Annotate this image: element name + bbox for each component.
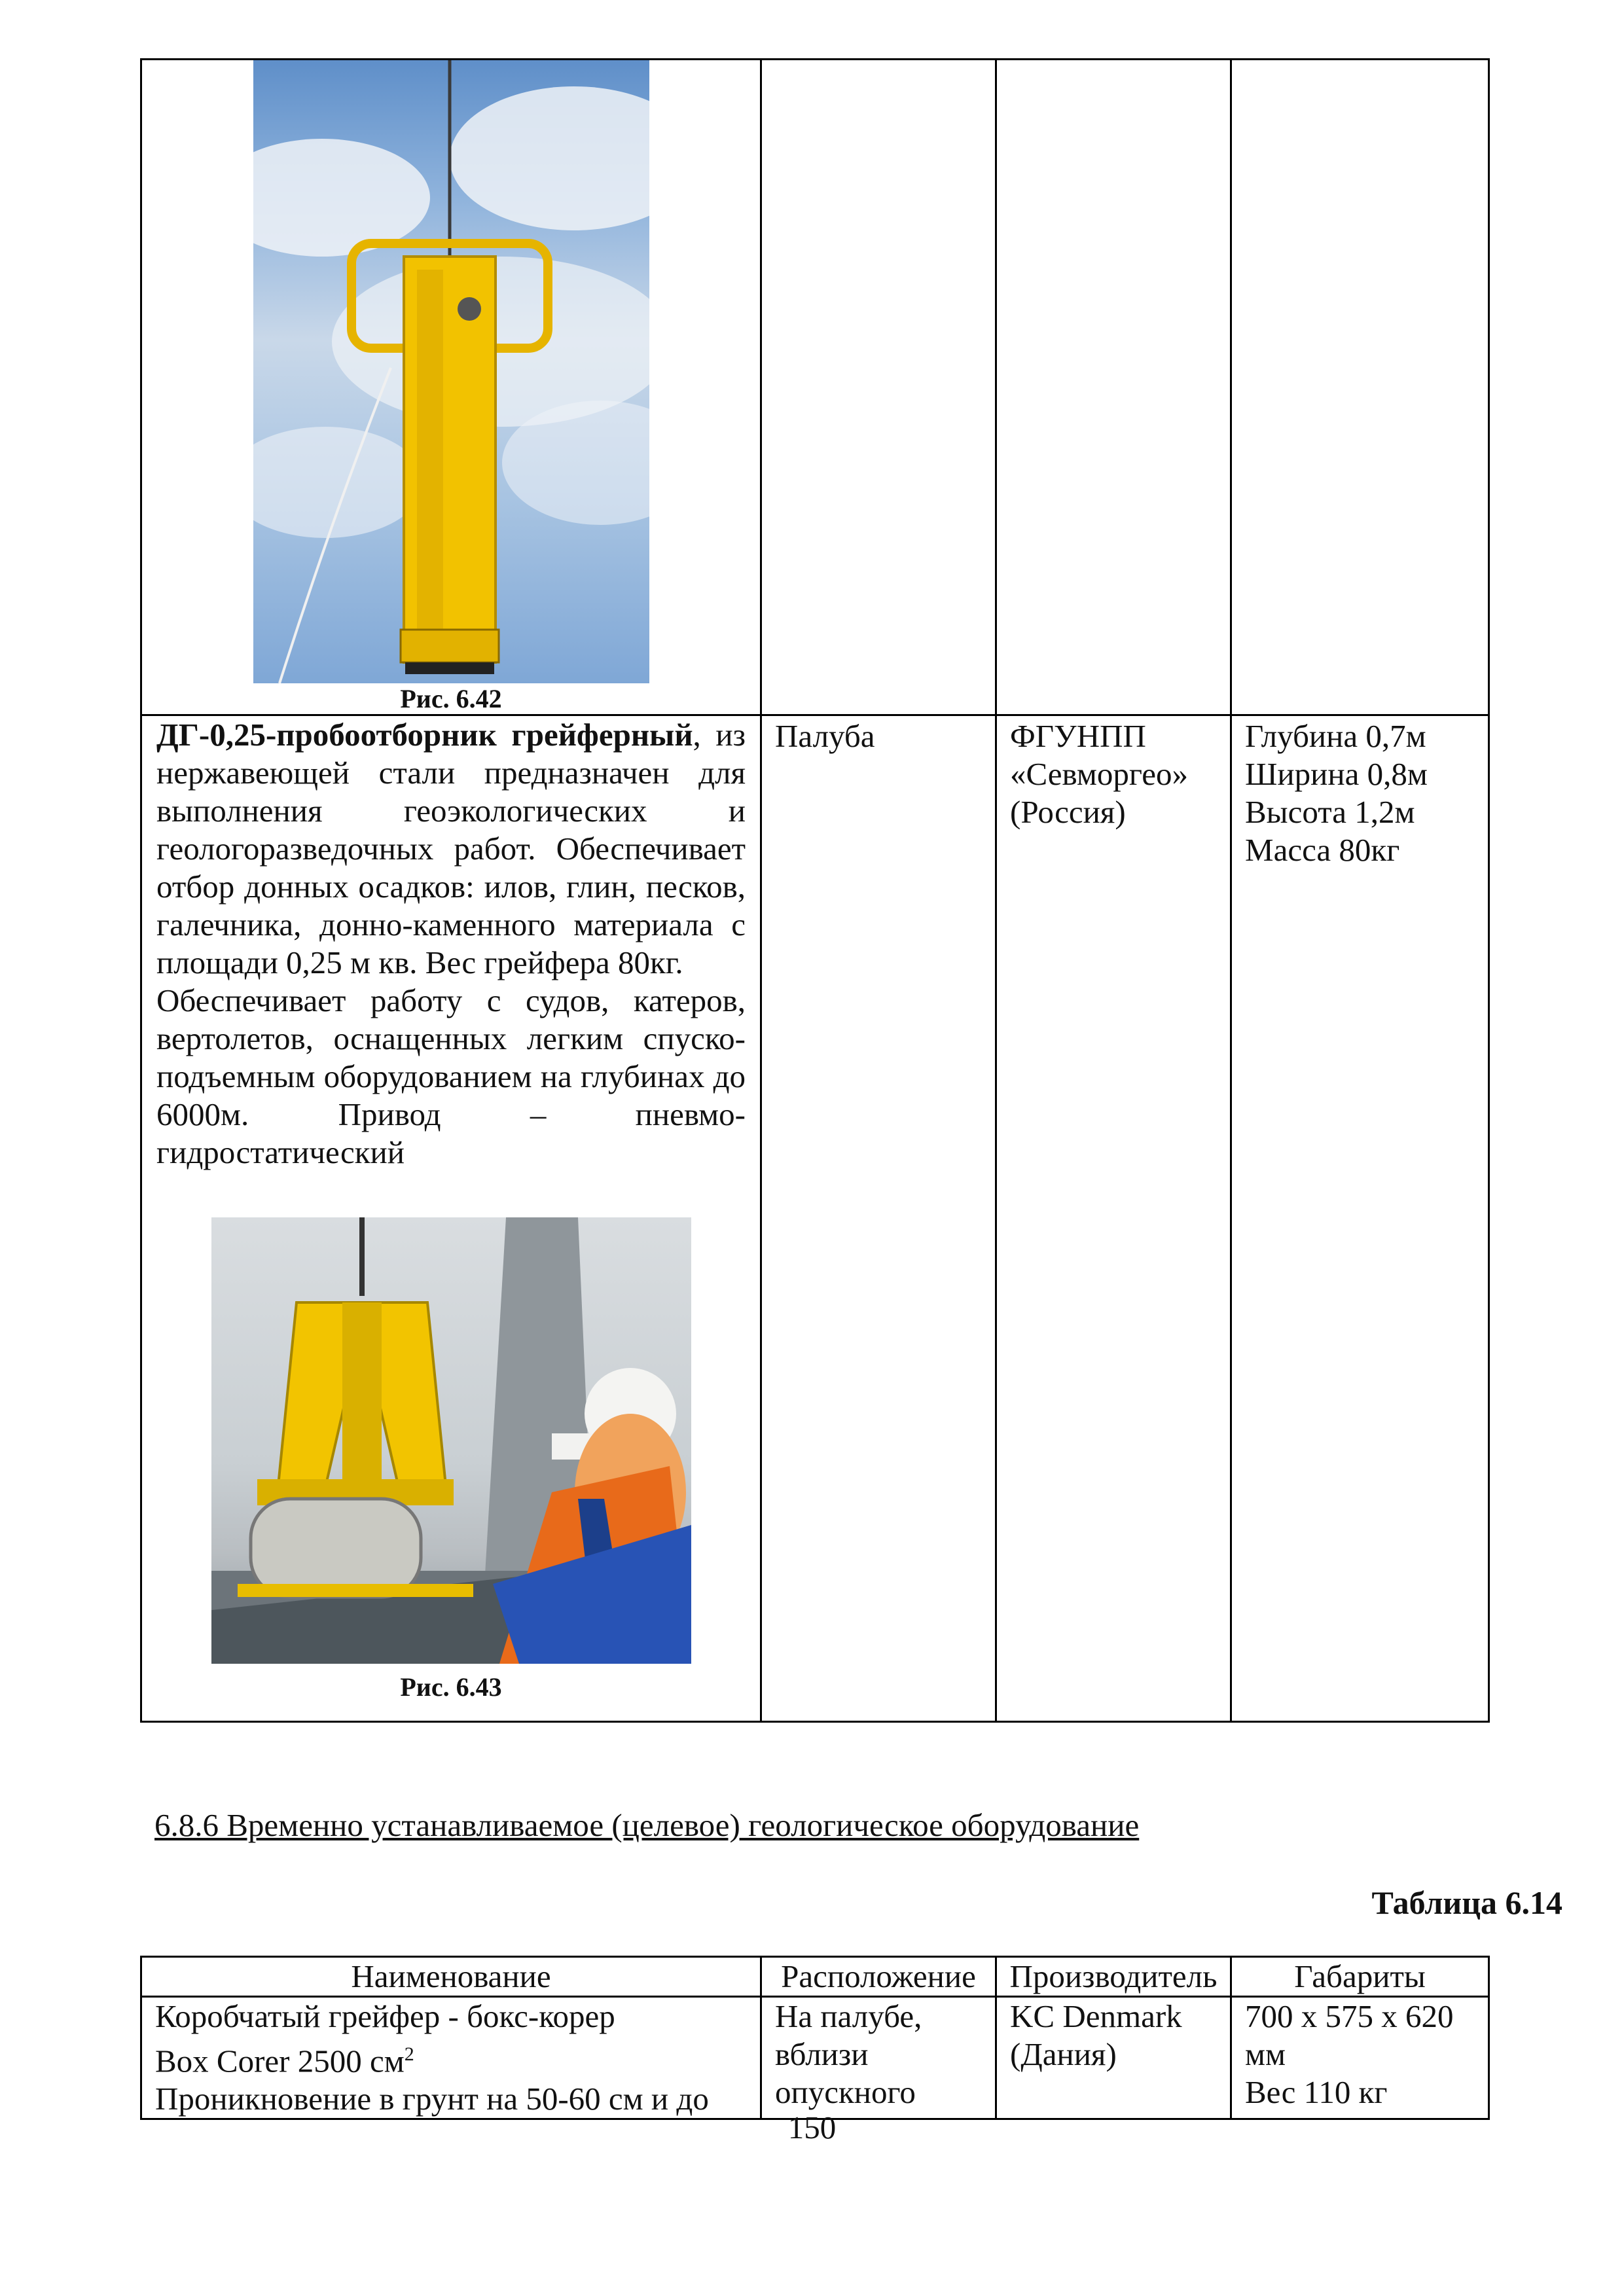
column-header: Производитель bbox=[996, 1957, 1231, 1997]
location-line: опускного bbox=[775, 2074, 916, 2110]
location-cell bbox=[761, 715, 996, 1722]
dimension-line: мм bbox=[1245, 2036, 1286, 2072]
name-line: Проникновение в грунт на 50-60 см и до bbox=[155, 2081, 709, 2117]
item-title: ДГ-0,25-пробоотборник грейферный bbox=[156, 717, 693, 753]
equipment-table-2 bbox=[140, 1956, 1490, 2120]
dimension-line: Вес 110 кг bbox=[1245, 2074, 1388, 2110]
item-description: , из нержавеющей стали предназначен для выполнения геоэкологических и геологоразведочных работ. Обеспечивает отбор донных осадков: илов, глин, песков, галечника, донно-каменного материала с площади 0,25 м кв. Вес грейфера 80кг. bbox=[156, 717, 746, 980]
figure2-caption: Рис. 6.43 bbox=[400, 1672, 502, 1702]
name-line: Коробчатый грейфер - бокс-корер bbox=[155, 1998, 615, 2034]
corer-photo bbox=[253, 60, 649, 683]
dimensions-cell bbox=[1231, 1997, 1489, 2119]
manufacturer-cell bbox=[996, 1997, 1231, 2119]
dimension-line: Масса 80кг bbox=[1245, 832, 1400, 868]
empty-cell bbox=[996, 60, 1231, 715]
section-heading: 6.8.6 Временно устанавливаемое (целевое) геологическое оборудование bbox=[154, 1807, 1140, 1843]
table-label: Таблица 6.14 bbox=[1371, 1884, 1562, 1921]
table-header-row bbox=[141, 1957, 1489, 1997]
table-row bbox=[141, 60, 1489, 715]
dimensions-cell bbox=[1231, 715, 1489, 1722]
superscript: 2 bbox=[404, 2043, 414, 2065]
empty-cell bbox=[761, 60, 996, 715]
item-description-2: Обеспечивает работу с судов, катеров, вертолетов, оснащенных легким спуско-подъемным оборудованием на глубинах до 6000м. Привод – пневмо-гидростатический bbox=[156, 982, 746, 1170]
figure1-caption: Рис. 6.42 bbox=[400, 684, 502, 713]
dimension-line: Ширина 0,8м bbox=[1245, 756, 1428, 792]
corer-icon bbox=[253, 60, 649, 683]
column-header: Расположение bbox=[761, 1957, 996, 1997]
description-cell bbox=[141, 715, 761, 1722]
manufacturer-line: KC Denmark bbox=[1010, 1998, 1182, 2034]
dimension-line: 700 x 575 x 620 bbox=[1245, 1998, 1454, 2034]
manufacturer-cell bbox=[996, 715, 1231, 1722]
dimension-line: Глубина 0,7м bbox=[1245, 718, 1426, 754]
page-number: 150 bbox=[787, 2109, 837, 2145]
empty-cell bbox=[1231, 60, 1489, 715]
manufacturer-line: (Дания) bbox=[1010, 2036, 1117, 2072]
figure1-cell bbox=[141, 60, 761, 715]
dimensions-text bbox=[1232, 716, 1488, 869]
table-row bbox=[141, 1997, 1489, 2119]
location-cell bbox=[761, 1997, 996, 2119]
manufacturer-line: «Севморгео» bbox=[1010, 756, 1189, 792]
manufacturer-line: (Россия) bbox=[1010, 794, 1126, 830]
column-header: Наименование bbox=[141, 1957, 761, 1997]
location-line: вблизи bbox=[775, 2036, 869, 2072]
manufacturer-line: ФГУНПП bbox=[1010, 718, 1146, 754]
grab-sampler-icon bbox=[211, 1217, 691, 1664]
column-header: Габариты bbox=[1231, 1957, 1489, 1997]
equipment-table bbox=[140, 58, 1490, 1723]
description-text bbox=[142, 716, 760, 1172]
dimension-line: Высота 1,2м bbox=[1245, 794, 1415, 830]
name-cell bbox=[141, 1997, 761, 2119]
table-row bbox=[141, 715, 1489, 1722]
name-line: Box Corer 2500 $см^2$ bbox=[155, 2043, 414, 2079]
location-line: На палубе, bbox=[775, 1998, 922, 2034]
grab-sampler-photo bbox=[211, 1217, 691, 1664]
location-text: Палуба bbox=[775, 718, 875, 754]
manufacturer-text bbox=[997, 716, 1230, 831]
